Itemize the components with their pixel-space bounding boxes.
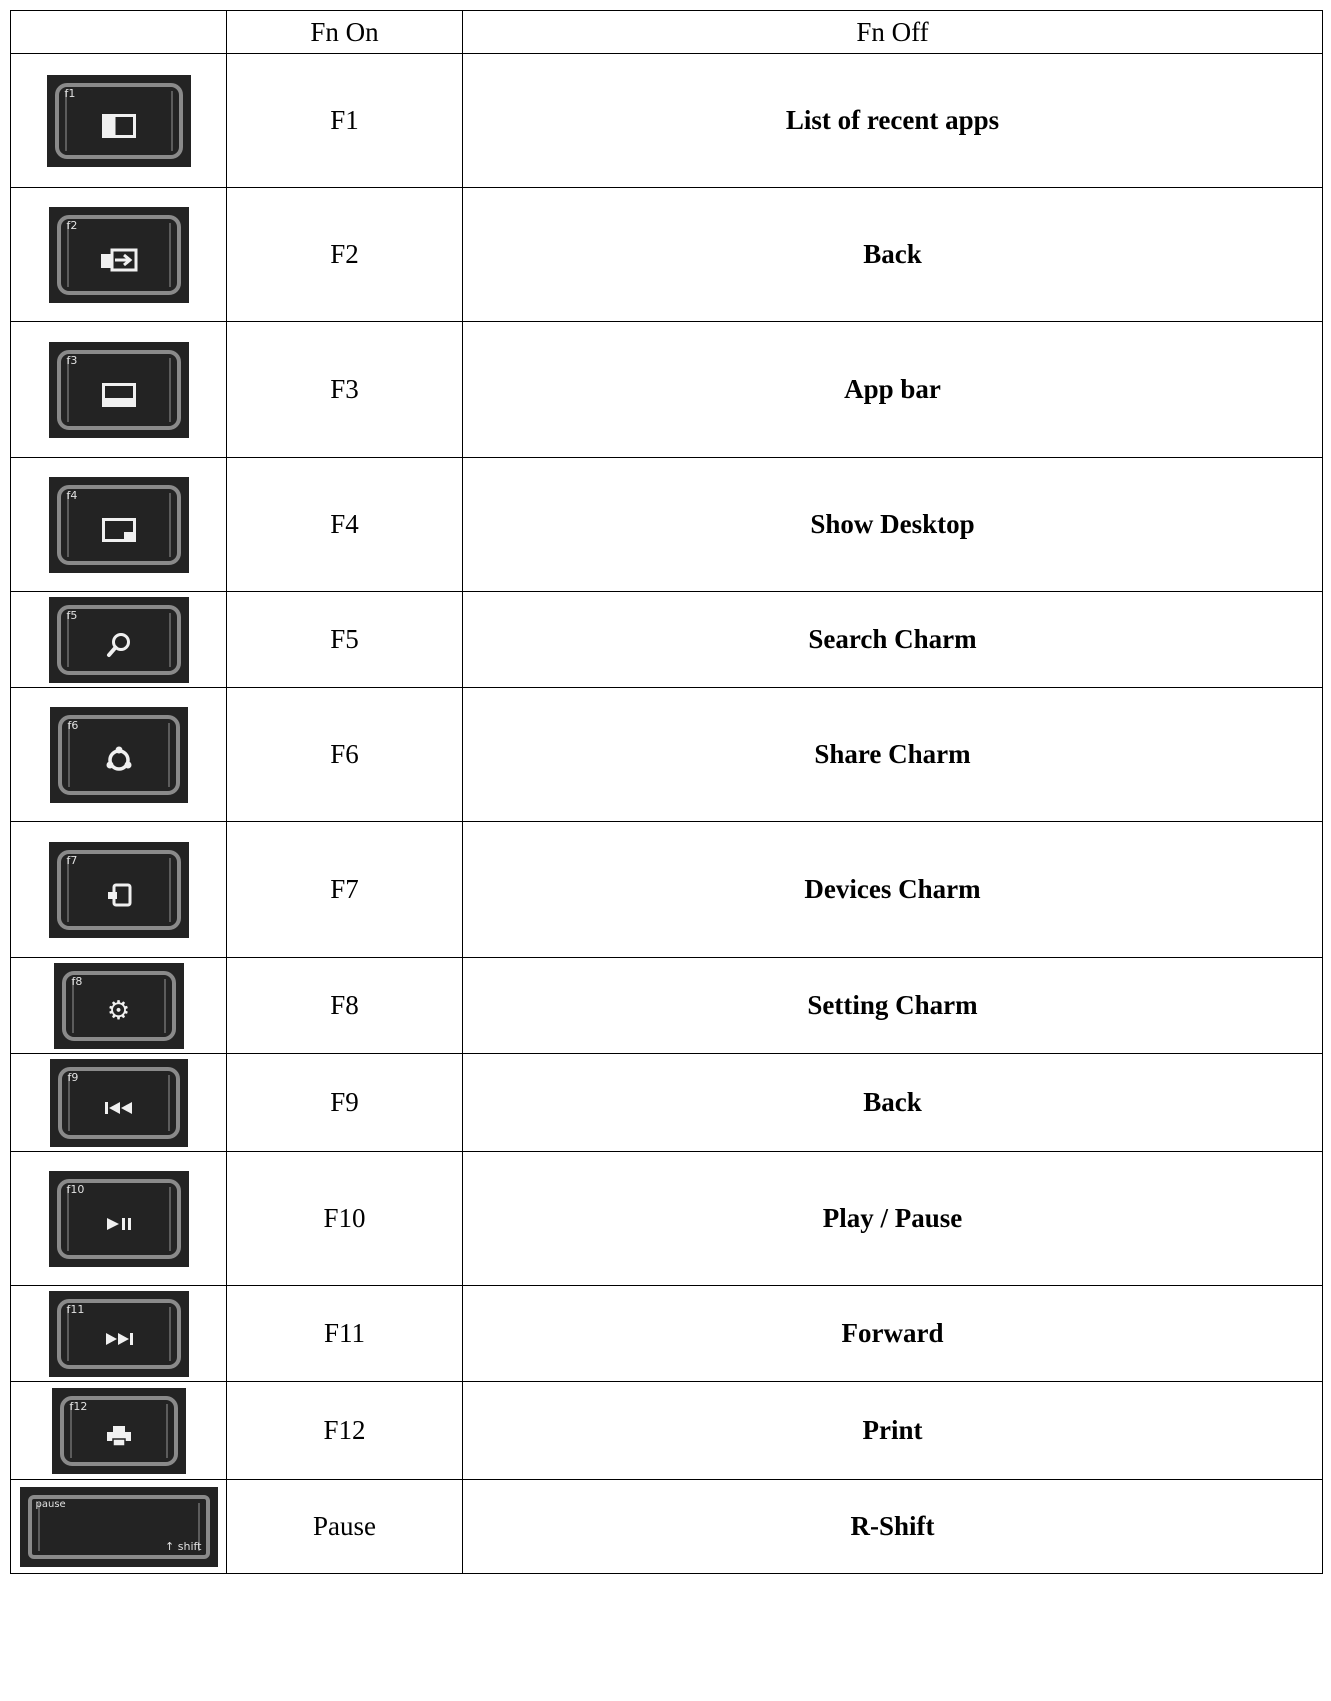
table-row <box>11 458 1323 592</box>
key-label: f11 <box>66 1302 85 1316</box>
recent-apps-icon <box>102 114 136 138</box>
f6-key <box>50 707 188 803</box>
key-label: f2 <box>66 218 78 232</box>
header-fn-on: Fn On <box>227 11 463 54</box>
fn-on-cell: F1 <box>227 54 463 188</box>
table-row <box>11 1480 1323 1574</box>
fn-off-cell: Back <box>463 188 1323 322</box>
header-key-cell <box>11 11 227 54</box>
fn-off-cell: Forward <box>463 1286 1323 1382</box>
key-image-cell <box>11 54 227 188</box>
fn-off-cell: Show Desktop <box>463 458 1323 592</box>
key-label: f7 <box>66 853 78 867</box>
key-image-cell <box>11 822 227 958</box>
f2-key <box>49 207 189 303</box>
f3-key <box>49 342 189 438</box>
fn-off-cell: App bar <box>463 322 1323 458</box>
header-fn-off: Fn Off <box>463 11 1323 54</box>
fn-off-cell: List of recent apps <box>463 54 1323 188</box>
app-bar-icon <box>102 383 136 407</box>
fn-on-cell: F7 <box>227 822 463 958</box>
key-image-cell <box>11 322 227 458</box>
key-label: f4 <box>66 488 78 502</box>
fn-off-cell: Search Charm <box>463 592 1323 688</box>
key-label: f8 <box>71 974 83 988</box>
key-image-cell <box>11 1054 227 1152</box>
f10-key <box>49 1171 189 1267</box>
fn-on-cell: F6 <box>227 688 463 822</box>
table-row <box>11 688 1323 822</box>
play-pause-icon <box>106 1217 132 1231</box>
fn-off-cell: R-Shift <box>463 1480 1323 1574</box>
function-key-table <box>10 10 1323 1574</box>
key-image-cell <box>11 592 227 688</box>
key-image-cell <box>11 1480 227 1574</box>
f8-key <box>54 963 184 1049</box>
fn-on-cell: F3 <box>227 322 463 458</box>
fn-off-cell: Share Charm <box>463 688 1323 822</box>
table-row <box>11 592 1323 688</box>
fn-on-cell: F5 <box>227 592 463 688</box>
fn-off-cell: Devices Charm <box>463 822 1323 958</box>
fn-off-cell: Setting Charm <box>463 958 1323 1054</box>
previous-track-icon <box>104 1101 134 1115</box>
fn-on-cell: Pause <box>227 1480 463 1574</box>
key-label: f12 <box>69 1399 88 1413</box>
f11-key <box>49 1291 189 1377</box>
fn-on-cell: F4 <box>227 458 463 592</box>
table-row <box>11 1054 1323 1152</box>
pause-shift-key <box>20 1487 218 1567</box>
key-label: f5 <box>66 608 78 622</box>
header-row <box>11 11 1323 54</box>
table-row <box>11 1382 1323 1480</box>
fn-on-cell: F11 <box>227 1286 463 1382</box>
key-label: f10 <box>66 1182 85 1196</box>
devices-icon <box>106 883 132 907</box>
back-arrow-icon <box>99 248 139 272</box>
key-image-cell <box>11 188 227 322</box>
key-image-cell <box>11 1152 227 1286</box>
table-row <box>11 188 1323 322</box>
next-track-icon <box>104 1332 134 1346</box>
table-row <box>11 822 1323 958</box>
key-image-cell <box>11 1382 227 1480</box>
table-row <box>11 54 1323 188</box>
table-row <box>11 322 1323 458</box>
f1-key <box>47 75 191 167</box>
search-icon <box>106 632 132 658</box>
key-image-cell <box>11 458 227 592</box>
table-row <box>11 1152 1323 1286</box>
fn-off-cell: Back <box>463 1054 1323 1152</box>
table-row <box>11 958 1323 1054</box>
fn-on-cell: F9 <box>227 1054 463 1152</box>
key-label: f6 <box>67 718 79 732</box>
fn-on-cell: F10 <box>227 1152 463 1286</box>
fn-on-cell: F2 <box>227 188 463 322</box>
key-label: f9 <box>67 1070 79 1084</box>
gear-icon: ⚙ <box>106 995 131 1026</box>
table-row <box>11 1286 1323 1382</box>
key-label-secondary: ↑ shift <box>165 1539 202 1553</box>
fn-on-cell: F12 <box>227 1382 463 1480</box>
key-label: f3 <box>66 353 78 367</box>
fn-on-cell: F8 <box>227 958 463 1054</box>
key-label: f1 <box>64 86 76 100</box>
fn-off-cell: Print <box>463 1382 1323 1480</box>
key-label: pause <box>35 1498 66 1510</box>
f9-key <box>50 1059 188 1147</box>
show-desktop-icon <box>102 518 136 542</box>
f12-key <box>52 1388 186 1474</box>
fn-off-cell: Play / Pause <box>463 1152 1323 1286</box>
key-image-cell <box>11 1286 227 1382</box>
key-image-cell <box>11 958 227 1054</box>
key-image-cell <box>11 688 227 822</box>
print-icon <box>106 1425 132 1447</box>
f4-key <box>49 477 189 573</box>
f7-key <box>49 842 189 938</box>
share-icon <box>105 746 133 774</box>
f5-key <box>49 597 189 683</box>
